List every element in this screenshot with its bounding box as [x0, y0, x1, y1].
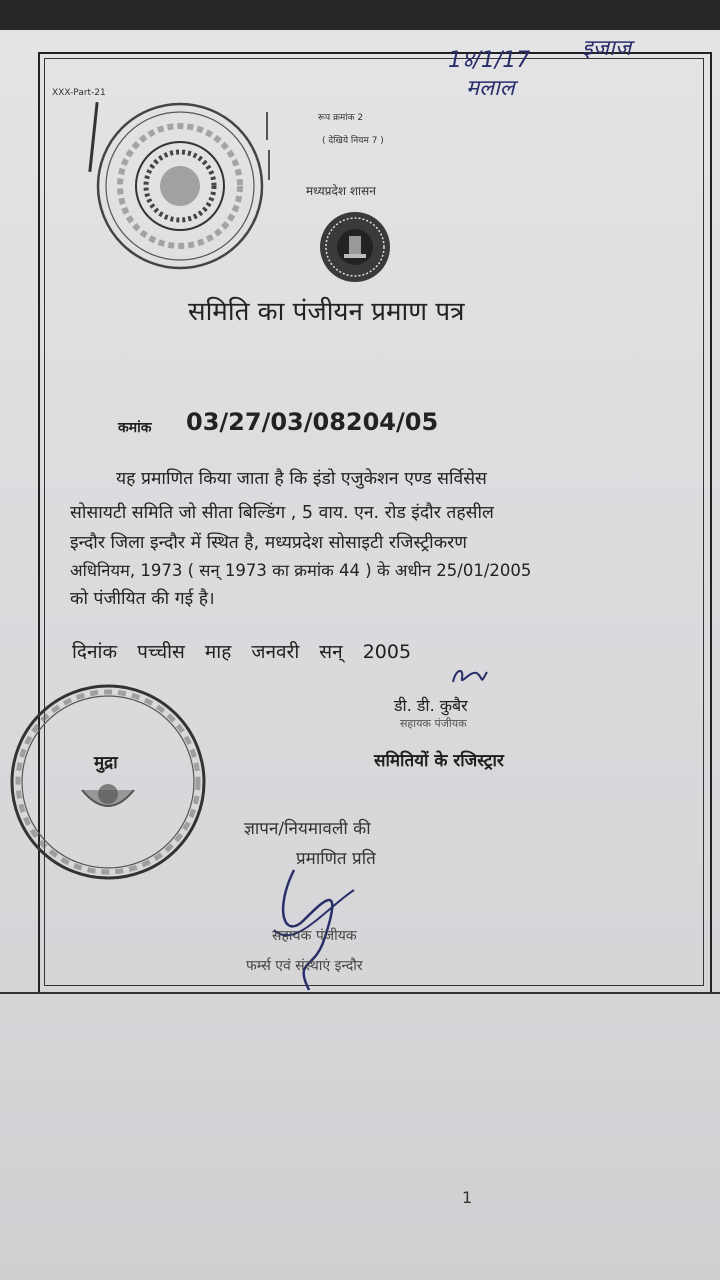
signature-scribble-icon [264, 850, 374, 1000]
body-line: अधिनियम, 1973 ( सन् 1973 का क्रमांक 44 ) के अधीन 25/01/2005 [70, 561, 532, 580]
office-name: फर्म्स एवं संस्थाएं इन्दौर [246, 958, 363, 974]
dark-background-edge [0, 0, 720, 30]
rule-reference: ( देखिये नियम 7 ) [322, 136, 384, 146]
stamp-label: मुद्रा [94, 753, 118, 773]
registrar-title: समितियों के रजिस्ट्रार [374, 751, 504, 771]
form-code: XXX-Part-21 [52, 88, 106, 98]
attestation-line: प्रमाणित प्रति [296, 849, 376, 869]
margin-mark [266, 112, 268, 140]
body-line: सोसायटी समिति जो सीता बिल्डिंग , 5 वाय. एन. रोड इंदौर तहसील [70, 503, 494, 523]
handwritten-note: 1४/1/17 [448, 48, 531, 73]
handwritten-note: मलाल [466, 76, 515, 101]
signatory-designation: सहायक पंजीयक [400, 717, 467, 730]
registration-label: कमांक [118, 420, 152, 436]
margin-mark [268, 150, 270, 180]
body-line: यह प्रमाणित किया जाता है कि इंडो एजुकेशन एण्ड सर्विसेस [116, 469, 487, 489]
signatory-name: डी. डी. कुबैर [394, 696, 468, 715]
issue-date: दिनांक पच्चीस माह जनवरी सन् 2005 [72, 641, 412, 663]
attestation-line: ज्ञापन/नियमावली की [244, 819, 371, 839]
page-number: 1 [462, 1188, 473, 1207]
handwritten-note: इजाज [582, 36, 632, 61]
office-designation: सहायक पंजीयक [272, 928, 357, 944]
form-number: रूप क्रमांक 2 [318, 113, 364, 123]
body-line: को पंजीयित की गई है। [70, 589, 215, 609]
certificate-title: समिति का पंजीयन प्रमाण पत्र [188, 297, 465, 327]
body-line: इन्दौर जिला इन्दौर में स्थित है, मध्यप्रदेश सोसाइटी रजिस्ट्रीकरण [70, 533, 467, 553]
state-emblem-icon [318, 210, 392, 284]
signature-initials-icon [450, 664, 490, 688]
registration-number: 03/27/03/08204/05 [186, 408, 439, 436]
government-name: मध्यप्रदेश शासन [306, 184, 376, 198]
registrar-seal-stamp [8, 682, 208, 882]
office-seal-stamp [94, 100, 266, 272]
